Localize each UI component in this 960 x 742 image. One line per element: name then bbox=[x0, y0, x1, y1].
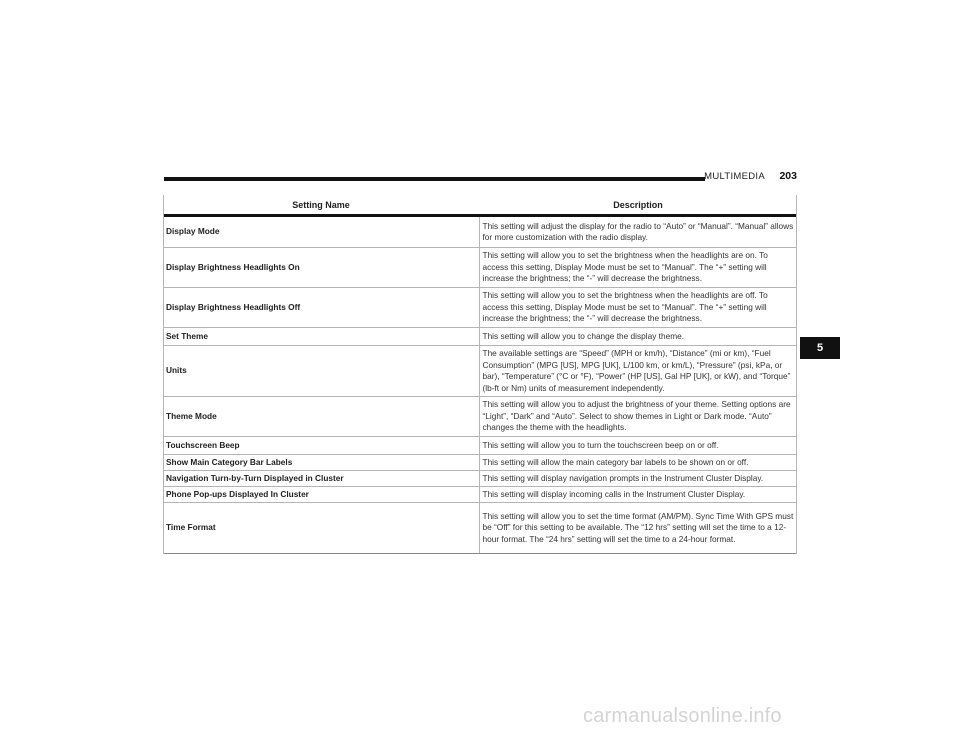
table-left-border bbox=[163, 195, 164, 554]
setting-name: Navigation Turn-by-Turn Displayed in Cluster bbox=[163, 471, 479, 487]
setting-description: The available settings are “Speed” (MPH or km/h), “Distance” (mi or km), “Fuel Consumption” (MPG [US], MPG [UK], L/100 km, or km/L), “Pressure” (psi, kPa, or bar), “Temperature” (°C or °F), “Power” (HP [US], Gal HP [UK], or kW), and “Torque” (lb-ft or Nm) units of measurement independently. bbox=[479, 346, 797, 397]
setting-name: Display Brightness Headlights Off bbox=[163, 288, 479, 328]
setting-description: This setting will adjust the display for the radio to “Auto” or “Manual”. “Manual” allows for more customization with the radio display. bbox=[479, 216, 797, 248]
table-row bbox=[163, 248, 797, 288]
setting-name: Time Format bbox=[163, 503, 479, 554]
page-number: 203 bbox=[779, 170, 797, 182]
setting-name: Show Main Category Bar Labels bbox=[163, 455, 479, 471]
setting-name: Display Brightness Headlights On bbox=[163, 248, 479, 288]
setting-name: Display Mode bbox=[163, 216, 479, 248]
table-header-row bbox=[163, 195, 797, 216]
setting-name: Touchscreen Beep bbox=[163, 437, 479, 455]
column-header-description: Description bbox=[479, 195, 797, 216]
table-row bbox=[163, 288, 797, 328]
setting-description: This setting will allow you to set the brightness when the headlights are off. To access this setting, Display Mode must be set to “Manual”. The “+” setting will increase the brightness; the “-” will decrease the brightness. bbox=[479, 288, 797, 328]
settings-table bbox=[163, 195, 797, 554]
setting-description: This setting will display incoming calls in the Instrument Cluster Display. bbox=[479, 487, 797, 503]
section-name: MULTIMEDIA bbox=[704, 171, 765, 182]
setting-description: This setting will allow you to change the display theme. bbox=[479, 328, 797, 346]
setting-description: This setting will allow you to set the time format (AM/PM). Sync Time With GPS must be “Off” for this setting to be available. The “12 hrs” setting will set the time to a 12-hour format. The “24 hrs” setting will set the time to a 24-hour format. bbox=[479, 503, 797, 554]
column-header-setting-name: Setting Name bbox=[163, 195, 479, 216]
table-right-border bbox=[796, 195, 797, 554]
table-row bbox=[163, 328, 797, 346]
watermark: carmanualsonline.info bbox=[583, 705, 782, 727]
table-row bbox=[163, 397, 797, 437]
setting-name: Units bbox=[163, 346, 479, 397]
header-rule bbox=[164, 177, 705, 181]
table-row bbox=[163, 503, 797, 554]
setting-description: This setting will allow you to adjust the brightness of your theme. Setting options are “Light”, “Dark” and “Auto”. Select to show themes in Light or Dark mode. “Auto” changes the theme with the headlights. bbox=[479, 397, 797, 437]
setting-description: This setting will allow you to turn the touchscreen beep on or off. bbox=[479, 437, 797, 455]
setting-description: This setting will allow the main category bar labels to be shown on or off. bbox=[479, 455, 797, 471]
setting-name: Phone Pop-ups Displayed In Cluster bbox=[163, 487, 479, 503]
setting-description: This setting will allow you to set the brightness when the headlights are on. To access this setting, Display Mode must be set to “Manual”. The “+” setting will increase the brightness; the “-” will decrease the brightness. bbox=[479, 248, 797, 288]
table-row bbox=[163, 346, 797, 397]
chapter-tab[interactable]: 5 bbox=[800, 337, 840, 359]
setting-name: Theme Mode bbox=[163, 397, 479, 437]
setting-name: Set Theme bbox=[163, 328, 479, 346]
table-row bbox=[163, 487, 797, 503]
table-row bbox=[163, 216, 797, 248]
table-row bbox=[163, 471, 797, 487]
table-row bbox=[163, 437, 797, 455]
table-row bbox=[163, 455, 797, 471]
setting-description: This setting will display navigation prompts in the Instrument Cluster Display. bbox=[479, 471, 797, 487]
